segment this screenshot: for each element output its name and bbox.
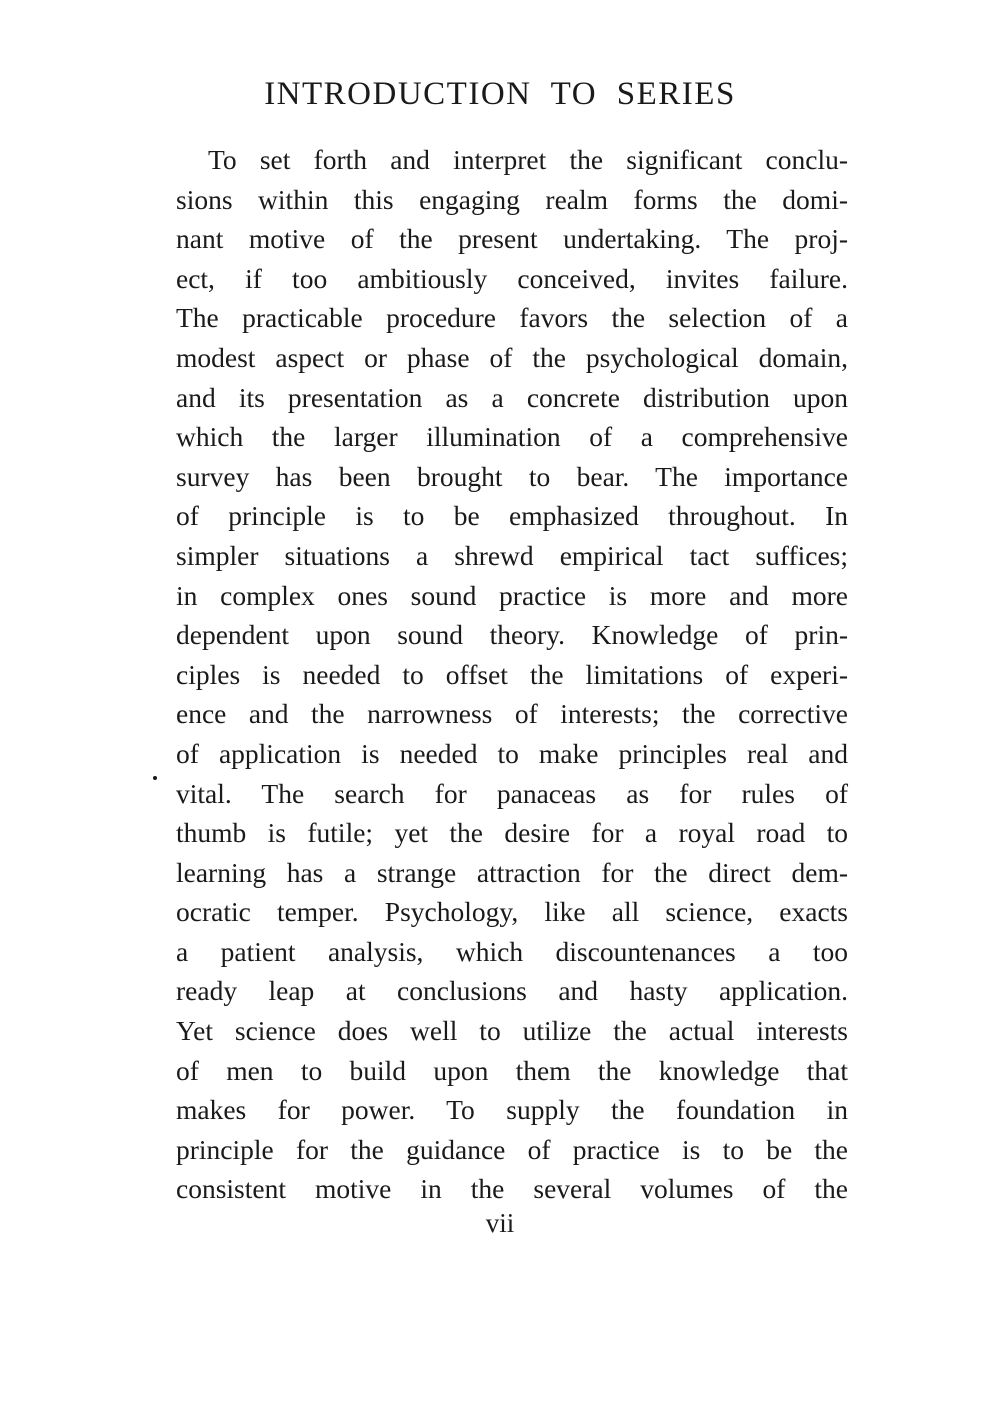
text-line: of men to build upon them the knowledge that [176, 1054, 848, 1086]
text-line: of principle is to be emphasized throughout. In [176, 500, 848, 532]
text-line: a patient analysis, which discountenances a too [176, 935, 848, 967]
text-line: of application is needed to make principles real and [176, 737, 848, 769]
text-line: nant motive of the present undertaking. The proj- [176, 223, 848, 255]
text-line: learning has a strange attraction for the direct dem- [176, 856, 848, 888]
text-line: The practicable procedure favors the selection of a [176, 302, 848, 334]
text-line: survey has been brought to bear. The importance [176, 460, 848, 492]
text-line: thumb is futile; yet the desire for a royal road to [176, 817, 848, 849]
stray-ink-mark [153, 776, 157, 780]
text-line: in complex ones sound practice is more and more [176, 579, 848, 611]
text-line: consistent motive in the several volumes of the [176, 1173, 848, 1205]
page-number: vii [485, 1208, 515, 1238]
text-line: principle for the guidance of practice is to be the [176, 1133, 848, 1165]
running-head: INTRODUCTION TO SERIES [264, 76, 736, 112]
text-line: Yet science does well to utilize the actual interests [176, 1015, 848, 1047]
text-line: ready leap at conclusions and hasty application. [176, 975, 848, 1007]
text-line: modest aspect or phase of the psychological domain, [176, 341, 848, 373]
text-line: dependent upon sound theory. Knowledge of prin- [176, 619, 848, 651]
text-line: and its presentation as a concrete distribution upon [176, 381, 848, 413]
text-line: which the larger illumination of a comprehensive [176, 421, 848, 453]
text-line: ect, if too ambitiously conceived, invites failure. [176, 262, 848, 294]
text-line: makes for power. To supply the foundation in [176, 1094, 848, 1126]
text-line: vital. The search for panaceas as for rules of [176, 777, 848, 809]
text-line: sions within this engaging realm forms the domi- [176, 183, 848, 215]
text-line: To set forth and interpret the significant conclu- [208, 144, 848, 175]
text-line: ciples is needed to offset the limitations of experi- [176, 658, 848, 690]
text-line: ocratic temper. Psychology, like all science, exacts [176, 896, 848, 928]
text-line: ence and the narrowness of interests; the corrective [176, 698, 848, 730]
text-line: simpler situations a shrewd empirical tact suffices; [176, 539, 848, 571]
body-paragraph [176, 140, 848, 1209]
